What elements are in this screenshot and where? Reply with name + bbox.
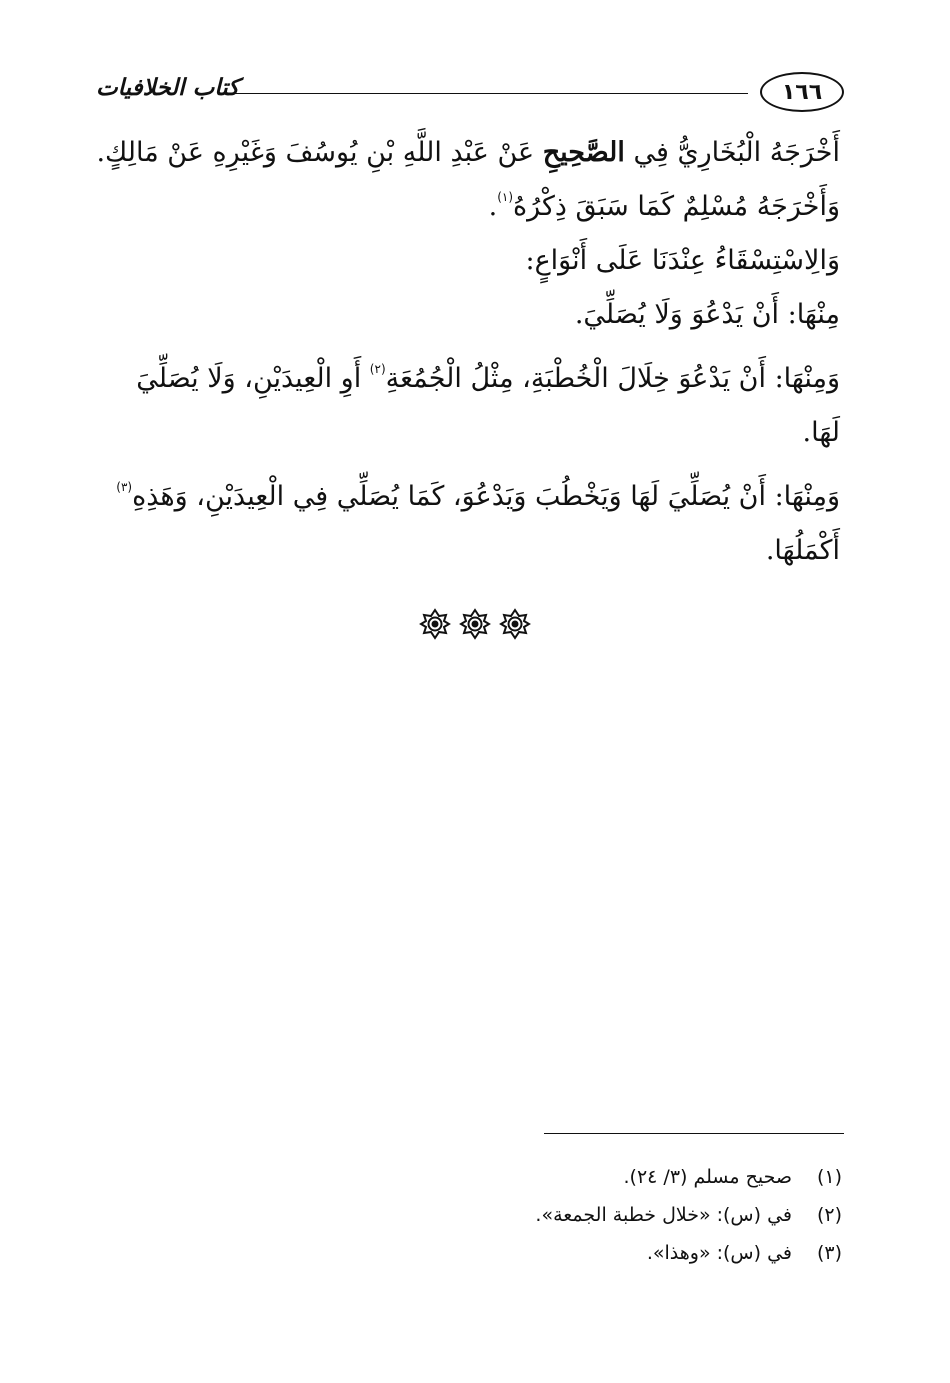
- footnote-text: صحيح مسلم (٣/ ٢٤).: [623, 1166, 792, 1188]
- paragraph-2-text: وَأَخْرَجَهُ مُسْلِمٌ كَمَا سَبَقَ ذِكْرُهُ: [513, 191, 840, 222]
- section-divider: [0, 608, 950, 640]
- paragraph-5-text-a: وَمِنْهَا: أَنْ يَدْعُوَ خِلَالَ الْخُطْبَةِ، مِثْلُ الْجُمُعَةِ: [385, 363, 840, 394]
- paragraph-3: [96, 234, 840, 288]
- paragraph-1-text-a: أَخْرَجَهُ الْبُخَارِيُّ فِي: [624, 137, 840, 168]
- rosette-icon: [459, 608, 491, 640]
- paragraph-4-text: مِنْهَا: أَنْ يَدْعُوَ وَلَا يُصَلِّيَ.: [574, 299, 840, 330]
- paragraph-5-text-b: أَوِ الْعِيدَيْنِ، وَلَا يُصَلِّيَ لَهَا.: [136, 363, 840, 448]
- footnote-number: (٣): [816, 1242, 842, 1264]
- paragraph-2-end: .: [488, 191, 498, 222]
- paragraph-6-text-a: وَمِنْهَا: أَنْ يُصَلِّيَ لَهَا وَيَخْطُبَ وَيَدْعُوَ، كَمَا يُصَلِّي فِي الْعِيدَيْنِ، وَهَذِهِ: [132, 481, 840, 512]
- paragraph-1-bold-term: الصَّحِيحِ: [542, 137, 625, 168]
- paragraph-6-text-b: أَكْمَلُهَا.: [765, 535, 840, 566]
- paragraph-2: [96, 180, 840, 234]
- footnote-text: في (س): «خلال خطبة الجمعة».: [535, 1204, 792, 1226]
- paragraph-1-text-b: عَنْ عَبْدِ اللَّهِ بْنِ يُوسُفَ وَغَيْرِهِ عَنْ مَالِكٍ.: [96, 137, 543, 168]
- main-text: [96, 126, 840, 578]
- paragraph-3-text: وَالِاسْتِسْقَاءُ عِنْدَنَا عَلَى أَنْوَاعٍ:: [525, 245, 840, 276]
- paragraph-6: [96, 470, 840, 578]
- footnote-marker-3[interactable]: (٣): [116, 480, 133, 494]
- footnote-number: (١): [816, 1166, 842, 1188]
- page-number: ١٦٦: [781, 79, 823, 105]
- footnote-text: في (س): «وهذا».: [646, 1242, 792, 1264]
- footnote-3: [300, 1236, 842, 1274]
- rosette-icon: [499, 608, 531, 640]
- footnotes: [300, 1160, 842, 1274]
- footnote-separator: [544, 1133, 844, 1134]
- footnote-marker-1[interactable]: (١): [497, 190, 514, 204]
- header-rule: [224, 93, 748, 94]
- book-title: كتاب الخلافيات: [96, 74, 240, 101]
- paragraph-4: [96, 288, 840, 342]
- paragraph-5: [96, 352, 840, 460]
- footnote-number: (٢): [816, 1204, 842, 1226]
- page-number-badge: [760, 72, 844, 112]
- paragraph-1: [96, 126, 840, 180]
- footnote-marker-2[interactable]: (٢): [369, 362, 386, 376]
- footnote-1: [300, 1160, 842, 1198]
- footnote-2: [300, 1198, 842, 1236]
- running-header: [96, 72, 844, 116]
- rosette-icon: [419, 608, 451, 640]
